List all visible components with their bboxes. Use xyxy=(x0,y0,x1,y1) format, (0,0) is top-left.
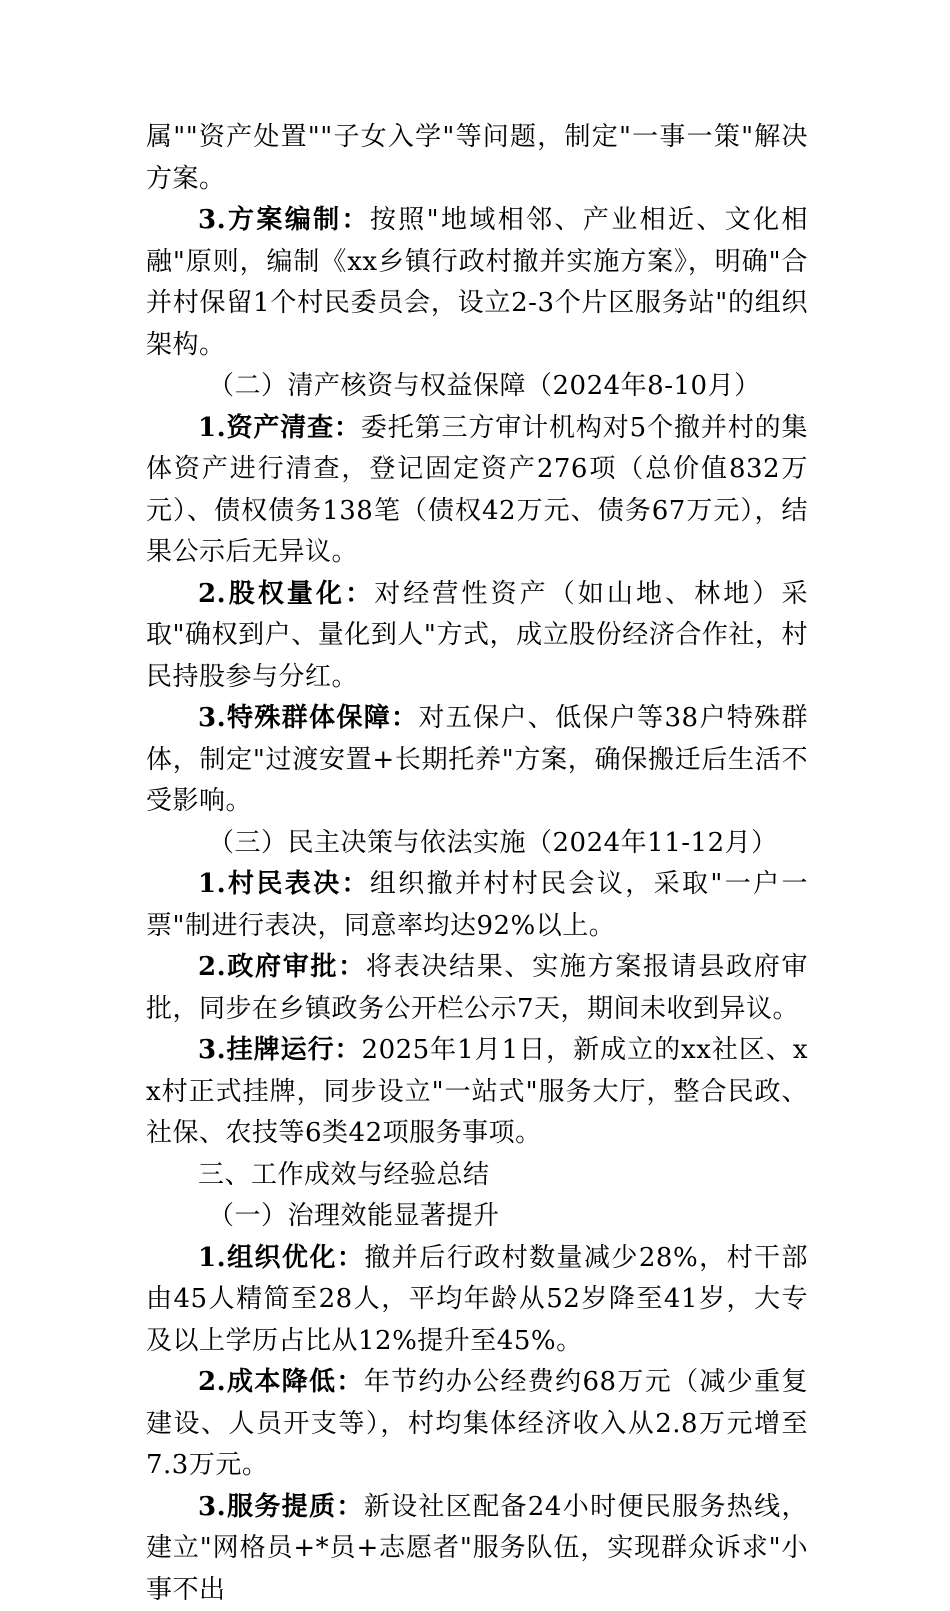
paragraph-item xyxy=(146,574,808,699)
paragraph-body: 对五保户、低保户等38户特殊群体，制定"过渡安置+长期托养"方案，确保搬迁后生活不受影响。 xyxy=(146,703,808,816)
subsection-heading-text: （一）治理效能显著提升 xyxy=(208,1201,500,1231)
paragraph-item xyxy=(146,1362,808,1487)
paragraph-body: 委托第三方审计机构对5个撤并村的集体资产进行清查，登记固定资产276项（总价值832万元）、债权债务138笔（债权42万元、债务67万元），结果公示后无异议。 xyxy=(146,413,808,568)
item-label: 3.服务提质： xyxy=(198,1492,364,1522)
item-label: 2.股权量化： xyxy=(198,579,374,609)
item-label: 2.政府审批： xyxy=(198,952,366,982)
subsection-heading-text: （二）清产核资与权益保障（2024年8-10月） xyxy=(208,371,761,401)
document-page xyxy=(146,117,808,1611)
subsection-heading xyxy=(146,823,808,865)
paragraph-item xyxy=(146,1238,808,1363)
paragraph-body: 2025年1月1日，新成立的xx社区、xx村正式挂牌，同步设立"一站式"服务大厅，整合民政、社保、农技等6类42项服务事项。 xyxy=(146,1035,808,1148)
paragraph-body: 对经营性资产（如山地、林地）采取"确权到户、量化到人"方式，成立股份经济合作社，村民持股参与分红。 xyxy=(146,579,808,692)
item-label: 2.成本降低： xyxy=(198,1367,364,1397)
paragraph-continuation xyxy=(146,117,808,200)
paragraph-body: 属""资产处置""子女入学"等问题，制定"一事一策"解决方案。 xyxy=(146,122,808,194)
section-heading-text: 三、工作成效与经验总结 xyxy=(198,1160,490,1190)
paragraph-body: 按照"地域相邻、产业相近、文化相融"原则，编制《xx乡镇行政村撤并实施方案》，明确"合并村保留1个村民委员会，设立2-3个片区服务站"的组织架构。 xyxy=(146,205,808,360)
section-heading xyxy=(146,1155,808,1197)
paragraph-item xyxy=(146,200,808,366)
paragraph-item xyxy=(146,947,808,1030)
paragraph-item xyxy=(146,698,808,823)
paragraph-item xyxy=(146,864,808,947)
item-label: 1.资产清查： xyxy=(198,413,361,443)
item-label: 3.特殊群体保障： xyxy=(198,703,418,733)
paragraph-body: 年节约办公经费约68万元（减少重复建设、人员开支等），村均集体经济收入从2.8万元增至7.3万元。 xyxy=(146,1367,808,1480)
paragraph-item xyxy=(146,1487,808,1611)
item-label: 1.组织优化： xyxy=(198,1243,364,1273)
paragraph-body: 新设社区配备24小时便民服务热线，建立"网格员+*员+志愿者"服务队伍，实现群众诉求"小事不出 xyxy=(146,1492,808,1605)
paragraph-body: 将表决结果、实施方案报请县政府审批，同步在乡镇政务公开栏公示7天，期间未收到异议。 xyxy=(146,952,808,1024)
item-label: 3.方案编制： xyxy=(198,205,370,235)
paragraph-body: 撤并后行政村数量减少28%，村干部由45人精简至28人，平均年龄从52岁降至41岁，大专及以上学历占比从12%提升至45%。 xyxy=(146,1243,808,1356)
paragraph-body: 组织撤并村村民会议，采取"一户一票"制进行表决，同意率均达92%以上。 xyxy=(146,869,808,941)
paragraph-item xyxy=(146,408,808,574)
item-label: 1.村民表决： xyxy=(198,869,370,899)
subsection-heading xyxy=(146,1196,808,1238)
paragraph-item xyxy=(146,1030,808,1155)
item-label: 3.挂牌运行： xyxy=(198,1035,362,1065)
subsection-heading xyxy=(146,366,808,408)
subsection-heading-text: （三）民主决策与依法实施（2024年11-12月） xyxy=(208,828,778,858)
